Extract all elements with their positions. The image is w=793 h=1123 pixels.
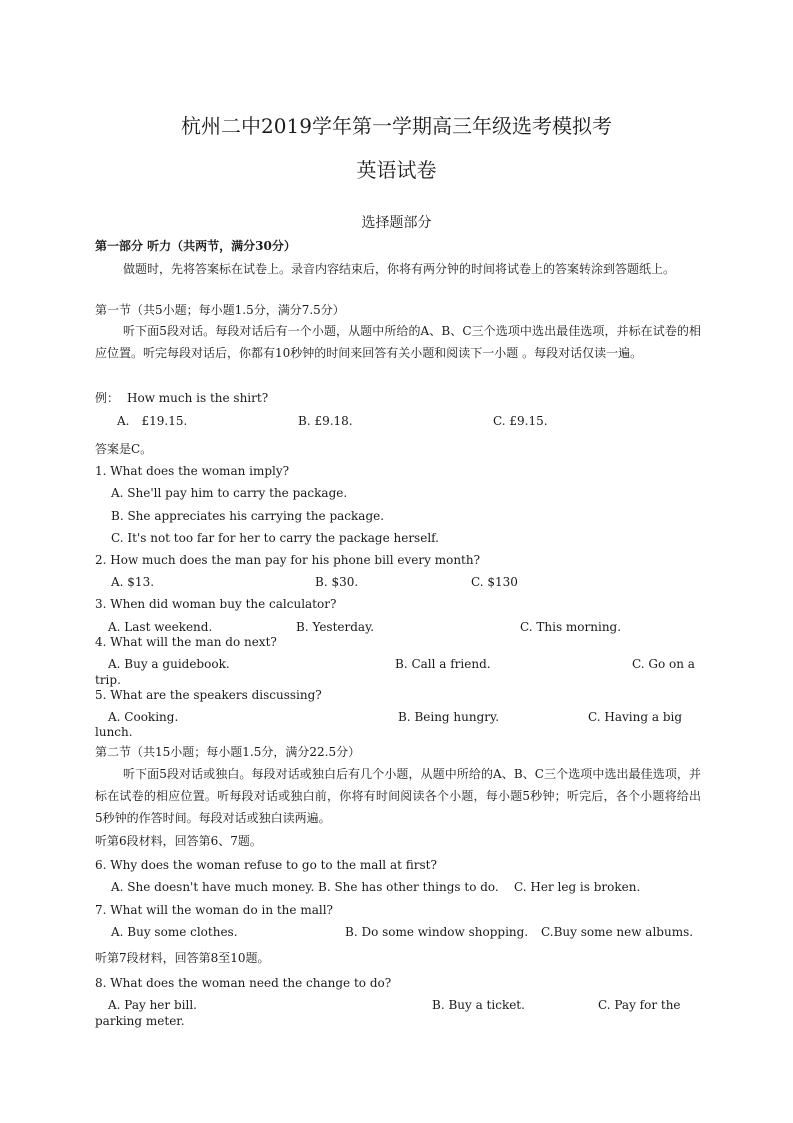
- subsection1-heading: 第一节（共5小题；每小题1.5分，满分7.5分）: [95, 303, 345, 317]
- example-answer: 答案是C。: [95, 442, 153, 456]
- q6-option-c: C. Her leg is broken.: [514, 880, 641, 894]
- q7-option-b: B. Do some window shopping.: [345, 925, 529, 939]
- part-heading: 选择题部分: [361, 215, 432, 231]
- q4-option-b: B. Call a friend.: [395, 657, 491, 671]
- exam-subtitle: 英语试卷: [356, 158, 437, 182]
- q2-stem: 2. How much does the man pay for his phone bill every month?: [95, 553, 481, 567]
- section1-heading: 第一部分 听力（共两节，满分30分）: [95, 239, 296, 253]
- q3-option-c: C. This morning.: [520, 620, 622, 634]
- q1-stem: 1. What does the woman imply?: [95, 464, 290, 478]
- q2-option-b: B. $30.: [315, 575, 359, 589]
- q8-option-b: B. Buy a ticket.: [432, 998, 525, 1012]
- q8-option-a: A. Pay her bill.: [108, 998, 197, 1012]
- exam-title: 杭州二中2019学年第一学期高三年级选考模拟考: [181, 114, 612, 138]
- q7-stem: 7. What will the woman do in the mall?: [95, 903, 333, 917]
- q3-stem: 3. When did woman buy the calculator?: [95, 597, 337, 611]
- q2-option-c: C. $130: [471, 575, 518, 589]
- q8-option-c: C. Pay for the: [598, 998, 681, 1012]
- subsection2-heading: 第二节（共15小题；每小题1.5分，满分22.5分）: [95, 745, 361, 759]
- q4-option-c: C. Go on a: [632, 657, 695, 671]
- q6-option-a: A. She doesn't have much money.: [111, 880, 315, 894]
- q4-option-a: A. Buy a guidebook.: [108, 657, 230, 671]
- q6-option-b: B. She has other things to do.: [318, 880, 499, 894]
- q7-option-c: C.Buy some new albums.: [541, 925, 694, 939]
- example-option-b: B. £9.18.: [298, 414, 353, 428]
- q7-option-a: A. Buy some clothes.: [111, 925, 238, 939]
- example-option-c: C. £9.15.: [493, 414, 548, 428]
- material7-intro: 听第7段材料，回答第8至10题。: [95, 951, 270, 965]
- example-option-a: A. £19.15.: [117, 414, 188, 428]
- q3-option-a: A. Last weekend.: [108, 620, 213, 634]
- q8-stem: 8. What does the woman need the change to do?: [95, 976, 392, 990]
- example-label: 例：: [95, 391, 120, 405]
- subsection2-instruction: 听下面5段对话或独白。每段对话或独白后有几个小题，从题中所给的A、B、C三个选项中选出最佳选项，并标在试卷的相应位置。听每段对话或独白前，你将有时间阅读各个小题，每小题5秒钟；听完后，各个小题将给出 5秒钟的作答时间。每段对话或独白读两遍。: [95, 767, 701, 825]
- q5-stem: 5. What are the speakers discussing?: [95, 688, 322, 702]
- q5-option-b: B. Being hungry.: [398, 710, 500, 724]
- q2-option-a: A. $13.: [111, 575, 155, 589]
- q3-option-b: B. Yesterday.: [296, 620, 375, 634]
- material6-intro: 听第6段材料，回答第6、7题。: [95, 834, 262, 848]
- subsection1-instruction: 听下面5段对话。每段对话后有一个小题，从题中所给的A、B、C三个选项中选出最佳选项，并标在试卷的相应位置。听完每段对话后，你都有10秒钟的时间来回答有关小题和阅读下一小题 。每段对话仅读一遍。: [95, 324, 701, 360]
- q4-stem: 4. What will the man do next?: [95, 635, 277, 649]
- q1-option-b: B. She appreciates his carrying the package.: [111, 509, 385, 523]
- q1-option-c: C. It's not too far for her to carry the package herself.: [111, 531, 439, 545]
- section1-instruction: 做题时，先将答案标在试卷上。录音内容结束后，你将有两分钟的时间将试卷上的答案转涂到答题纸上。: [123, 262, 676, 276]
- q5-option-a: A. Cooking.: [108, 710, 179, 724]
- q6-stem: 6. Why does the woman refuse to go to the mall at first?: [95, 858, 437, 872]
- q5-option-c-wrap: lunch.: [95, 725, 133, 739]
- q8-option-c-wrap: parking meter.: [95, 1014, 185, 1028]
- q4-option-c-wrap: trip.: [95, 673, 121, 687]
- example-question: How much is the shirt?: [127, 391, 269, 405]
- q5-option-c: C. Having a big: [588, 710, 683, 724]
- q1-option-a: A. She'll pay him to carry the package.: [111, 486, 348, 500]
